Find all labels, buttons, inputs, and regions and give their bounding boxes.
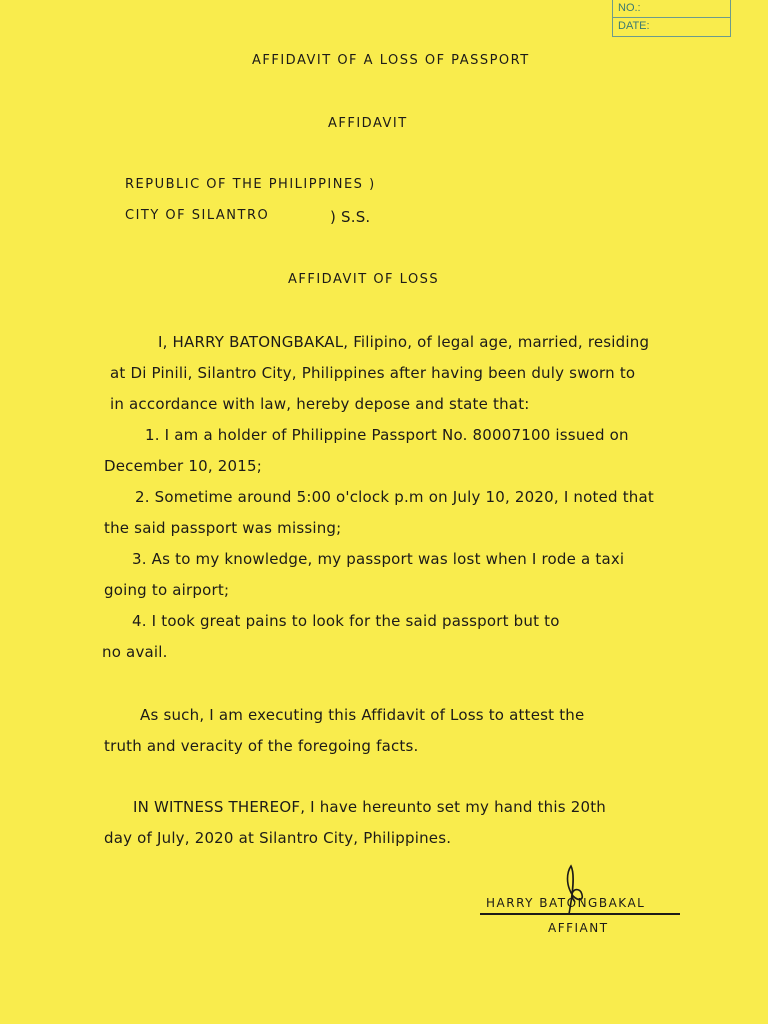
date-field: DATE: bbox=[613, 17, 730, 35]
venue-line-2-right: ) S.S. bbox=[330, 208, 371, 226]
item-line: no avail. bbox=[102, 643, 168, 661]
closing-line: truth and veracity of the foregoing facts. bbox=[104, 737, 419, 755]
venue-line-2-left: CITY OF SILANTRO bbox=[125, 208, 270, 223]
item-line: December 10, 2015; bbox=[104, 457, 263, 475]
item-line: going to airport; bbox=[104, 581, 230, 599]
item-line: 3. As to my knowledge, my passport was lost when I rode a taxi bbox=[132, 550, 625, 568]
section-title: AFFIDAVIT OF LOSS bbox=[288, 272, 440, 287]
witness-line: day of July, 2020 at Silantro City, Philippines. bbox=[104, 829, 452, 847]
venue-line-1: REPUBLIC OF THE PHILIPPINES ) bbox=[125, 177, 376, 192]
signature-role: AFFIANT bbox=[548, 921, 609, 935]
document-subtitle: AFFIDAVIT bbox=[328, 116, 408, 131]
item-line: the said passport was missing; bbox=[104, 519, 342, 537]
item-line: 1. I am a holder of Philippine Passport No. 80007100 issued on bbox=[145, 426, 629, 444]
header-box bbox=[612, 0, 731, 37]
item-line: 2. Sometime around 5:00 o'clock p.m on July 10, 2020, I noted that bbox=[135, 488, 654, 506]
intro-line: at Di Pinili, Silantro City, Philippines after having been duly sworn to bbox=[110, 364, 636, 382]
document-title: AFFIDAVIT OF A LOSS OF PASSPORT bbox=[252, 53, 530, 68]
intro-line: in accordance with law, hereby depose and state that: bbox=[110, 395, 530, 413]
witness-line: IN WITNESS THEREOF, I have hereunto set my hand this 20th bbox=[133, 798, 606, 816]
signature-line bbox=[480, 913, 680, 915]
closing-line: As such, I am executing this Affidavit of Loss to attest the bbox=[140, 706, 585, 724]
intro-line: I, HARRY BATONGBAKAL, Filipino, of legal age, married, residing bbox=[158, 333, 650, 351]
signature-name: HARRY BATONGBAKAL bbox=[486, 896, 646, 910]
no-field: NO.: bbox=[618, 2, 641, 14]
item-line: 4. I took great pains to look for the said passport but to bbox=[132, 612, 560, 630]
